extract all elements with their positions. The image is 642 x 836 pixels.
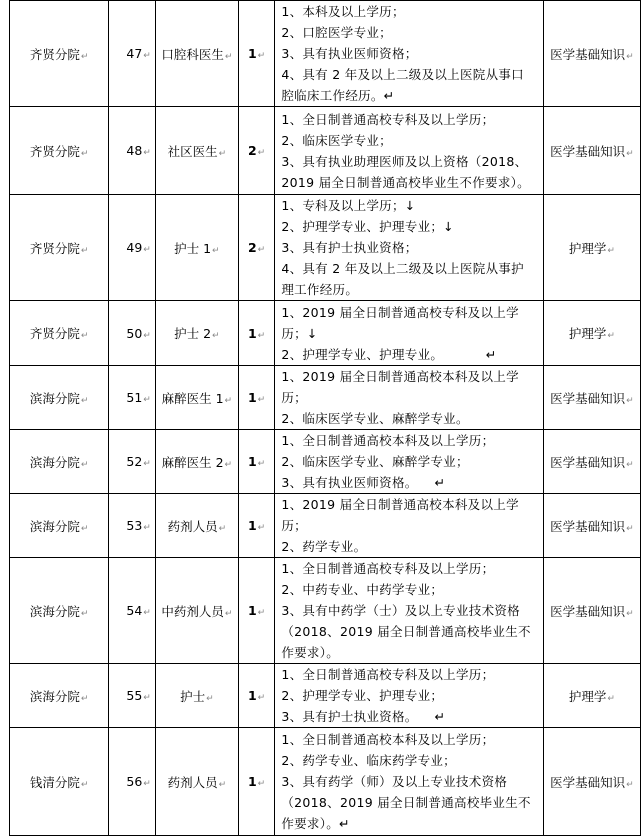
number-cell: 49 — [126, 240, 143, 255]
paragraph-mark-icon: ↵ — [626, 395, 634, 406]
number-cell: 52 — [126, 454, 143, 469]
paragraph-mark-icon: ↵ — [257, 245, 266, 255]
requirement-line: 历；↓ — [281, 325, 318, 341]
requirement-line: 3、具有护士执业资格。 ↵ — [281, 709, 446, 724]
requirement-line: 1、全日制普通高校专科及以上学历； — [281, 111, 495, 127]
subject-column — [543, 558, 640, 664]
requirement-line: 2、护理学专业、护理专业。 ↵ — [281, 346, 497, 362]
table-row — [10, 1, 641, 107]
count-column — [238, 1, 274, 107]
paragraph-mark-icon: ↵ — [143, 395, 151, 405]
subject-cell: 护理学 — [568, 240, 607, 256]
position-column — [155, 664, 238, 728]
paragraph-mark-icon: ↵ — [224, 395, 233, 406]
count-column — [238, 430, 274, 494]
position-column — [155, 301, 238, 366]
requirement-line: 1、全日制普通高校专科及以上学历； — [281, 667, 495, 682]
requirement-line: 2、口腔医学专业； — [281, 25, 392, 40]
requirements-column — [275, 728, 543, 836]
count-cell: 1 — [247, 518, 257, 533]
paragraph-mark-icon: ↵ — [206, 693, 214, 704]
paragraph-mark-icon: ↵ — [218, 523, 227, 534]
branch-column — [10, 301, 109, 366]
paragraph-mark-icon: ↵ — [626, 51, 634, 62]
requirements-column — [275, 558, 543, 664]
recruitment-table — [9, 0, 641, 836]
requirement-line: 3、具有药学（师）及以上专业技术资格 — [281, 774, 508, 789]
branch-cell: 齐贤分院 — [29, 326, 80, 341]
paragraph-mark-icon: ↵ — [607, 245, 615, 256]
subject-cell: 医学基础知识 — [550, 46, 626, 62]
position-column — [155, 195, 238, 301]
requirement-line: 历； — [281, 518, 307, 533]
requirements-column — [275, 1, 543, 107]
number-cell: 54 — [126, 603, 143, 618]
number-cell: 48 — [126, 143, 143, 158]
paragraph-mark-icon: ↵ — [224, 608, 233, 619]
branch-cell: 滨海分院 — [29, 390, 80, 406]
paragraph-mark-icon: ↵ — [143, 693, 151, 703]
requirement-line: 历； — [281, 390, 307, 405]
number-cell: 55 — [126, 688, 143, 703]
table-row — [10, 728, 641, 836]
count-cell: 1 — [247, 46, 257, 61]
paragraph-mark-icon: ↵ — [218, 779, 227, 790]
paragraph-mark-icon: ↵ — [218, 148, 227, 159]
requirement-line: 2、临床医学专业； — [281, 132, 392, 148]
count-column — [238, 366, 274, 430]
subject-cell: 护理学 — [568, 688, 607, 704]
paragraph-mark-icon: ↵ — [80, 693, 89, 704]
requirements-column — [275, 430, 543, 494]
paragraph-mark-icon: ↵ — [143, 523, 151, 533]
count-column — [238, 494, 274, 558]
count-cell: 1 — [247, 454, 257, 469]
number-cell: 53 — [126, 518, 143, 533]
requirement-line: 1、2019 届全日制普通高校本科及以上学 — [281, 369, 519, 384]
paragraph-mark-icon: ↵ — [257, 693, 266, 703]
position-cell: 社区医生 — [167, 143, 218, 159]
number-cell: 50 — [126, 325, 143, 341]
branch-column — [10, 494, 109, 558]
position-column — [155, 107, 238, 195]
branch-column — [10, 558, 109, 664]
paragraph-mark-icon: ↵ — [80, 523, 89, 534]
paragraph-mark-icon: ↵ — [80, 51, 89, 62]
table-row — [10, 107, 641, 195]
requirement-line: 3、具有执业助理医师及以上资格（2018、 — [281, 153, 528, 169]
paragraph-mark-icon: ↵ — [257, 395, 266, 405]
paragraph-mark-icon: ↵ — [143, 51, 151, 61]
paragraph-mark-icon: ↵ — [257, 779, 266, 789]
requirement-line: 4、具有 2 年及以上二级及以上医院从事口 — [281, 67, 524, 82]
position-cell: 麻醉医生 1 — [161, 390, 224, 406]
requirements-column — [275, 301, 543, 366]
paragraph-mark-icon: ↵ — [212, 245, 220, 256]
table-row — [10, 558, 641, 664]
number-column — [109, 366, 156, 430]
paragraph-mark-icon: ↵ — [80, 779, 89, 790]
count-cell: 2 — [247, 143, 257, 158]
position-column — [155, 494, 238, 558]
subject-column — [543, 494, 640, 558]
number-column — [109, 664, 156, 728]
branch-column — [10, 366, 109, 430]
position-column — [155, 1, 238, 107]
number-cell: 56 — [126, 774, 143, 789]
paragraph-mark-icon: ↵ — [257, 330, 266, 341]
count-cell: 2 — [247, 240, 257, 255]
position-cell: 护士 2 — [174, 326, 212, 341]
number-column — [109, 107, 156, 195]
table-body — [10, 1, 641, 836]
subject-column — [543, 301, 640, 366]
paragraph-mark-icon: ↵ — [80, 459, 89, 470]
position-cell: 护士 — [180, 688, 206, 704]
position-cell: 药剂人员 — [167, 518, 218, 534]
paragraph-mark-icon: ↵ — [626, 523, 634, 534]
requirement-line: 4、具有 2 年及以上二级及以上医院从事护 — [281, 261, 524, 276]
branch-column — [10, 664, 109, 728]
paragraph-mark-icon: ↵ — [143, 148, 151, 158]
requirement-line: 理工作经历。 — [281, 282, 359, 297]
paragraph-mark-icon: ↵ — [626, 608, 634, 619]
branch-cell: 滨海分院 — [29, 454, 80, 470]
requirement-line: 3、具有中药学（士）及以上专业技术资格 — [281, 603, 520, 618]
requirement-line: 作要求）。↵ — [281, 816, 350, 831]
count-column — [238, 728, 274, 836]
paragraph-mark-icon: ↵ — [224, 51, 233, 62]
paragraph-mark-icon: ↵ — [143, 245, 151, 255]
count-column — [238, 301, 274, 366]
position-column — [155, 430, 238, 494]
position-cell: 药剂人员 — [167, 774, 218, 790]
requirement-line: 腔临床工作经历。↵ — [281, 88, 395, 103]
requirement-line: 1、2019 届全日制普通高校本科及以上学 — [281, 497, 519, 512]
requirement-line: （2018、2019 届全日制普通高校毕业生不 — [281, 624, 531, 639]
subject-column — [543, 430, 640, 494]
paragraph-mark-icon: ↵ — [143, 779, 151, 789]
paragraph-mark-icon: ↵ — [257, 148, 266, 158]
count-cell: 1 — [247, 774, 257, 789]
number-column — [109, 430, 156, 494]
count-cell: 1 — [247, 688, 257, 703]
requirement-line: 2、药学专业、临床药学专业； — [281, 753, 456, 768]
paragraph-mark-icon: ↵ — [80, 148, 89, 159]
requirement-line: 3、具有执业医师资格。 ↵ — [281, 475, 446, 490]
requirement-line: 1、全日制普通高校本科及以上学历； — [281, 732, 495, 747]
position-cell: 口腔科医生 — [161, 46, 224, 62]
number-column — [109, 558, 156, 664]
requirements-column — [275, 195, 543, 301]
paragraph-mark-icon: ↵ — [607, 331, 615, 341]
number-cell: 51 — [126, 390, 143, 405]
paragraph-mark-icon: ↵ — [626, 779, 634, 790]
position-column — [155, 728, 238, 836]
branch-column — [10, 195, 109, 301]
requirement-line: 2、临床医学专业、麻醉学专业。 — [281, 411, 469, 426]
paragraph-mark-icon: ↵ — [626, 459, 634, 470]
paragraph-mark-icon: ↵ — [80, 395, 89, 406]
subject-cell: 医学基础知识 — [550, 774, 626, 790]
paragraph-mark-icon: ↵ — [143, 608, 151, 618]
paragraph-mark-icon: ↵ — [80, 245, 89, 256]
requirements-column — [275, 664, 543, 728]
branch-column — [10, 430, 109, 494]
subject-column — [543, 728, 640, 836]
position-cell: 中药剂人员 — [161, 603, 224, 619]
paragraph-mark-icon: ↵ — [257, 51, 266, 61]
requirement-line: 作要求）。 — [281, 645, 340, 660]
subject-cell: 医学基础知识 — [550, 390, 626, 406]
table-row — [10, 430, 641, 494]
paragraph-mark-icon: ↵ — [80, 608, 89, 619]
subject-cell: 医学基础知识 — [550, 603, 626, 619]
paragraph-mark-icon: ↵ — [80, 331, 89, 341]
branch-cell: 齐贤分院 — [29, 143, 80, 159]
paragraph-mark-icon: ↵ — [143, 330, 151, 341]
requirement-line: 2、药学专业。 — [281, 539, 367, 554]
count-cell: 1 — [247, 325, 257, 341]
subject-cell: 医学基础知识 — [550, 518, 626, 534]
branch-column — [10, 728, 109, 836]
requirement-line: （2018、2019 届全日制普通高校毕业生不 — [281, 795, 531, 810]
branch-cell: 齐贤分院 — [29, 46, 80, 62]
branch-column — [10, 107, 109, 195]
paragraph-mark-icon: ↵ — [626, 148, 634, 159]
number-column — [109, 728, 156, 836]
count-cell: 1 — [247, 390, 257, 405]
branch-cell: 钱清分院 — [29, 774, 80, 790]
requirement-line: 1、专科及以上学历；↓ — [281, 198, 416, 213]
table-row — [10, 664, 641, 728]
number-column — [109, 301, 156, 366]
table-row — [10, 366, 641, 430]
count-column — [238, 195, 274, 301]
requirement-line: 3、具有护士执业资格； — [281, 240, 418, 255]
paragraph-mark-icon: ↵ — [257, 523, 266, 533]
position-column — [155, 366, 238, 430]
requirement-line: 3、具有执业医师资格； — [281, 46, 418, 61]
position-column — [155, 558, 238, 664]
requirement-line: 1、本科及以上学历； — [281, 4, 405, 19]
subject-cell: 医学基础知识 — [550, 454, 626, 470]
position-cell: 麻醉医生 2 — [161, 454, 224, 470]
requirement-line: 1、2019 届全日制普通高校专科及以上学 — [281, 304, 519, 320]
subject-column — [543, 195, 640, 301]
subject-cell: 护理学 — [568, 326, 607, 341]
position-cell: 护士 1 — [174, 240, 212, 256]
count-column — [238, 664, 274, 728]
branch-cell: 滨海分院 — [29, 603, 80, 619]
requirement-line: 2019 届全日制普通高校毕业生不作要求）。 — [281, 174, 530, 190]
number-column — [109, 1, 156, 107]
paragraph-mark-icon: ↵ — [607, 693, 615, 704]
subject-column — [543, 664, 640, 728]
branch-cell: 滨海分院 — [29, 518, 80, 534]
requirement-line: 2、临床医学专业、麻醉学专业； — [281, 454, 469, 469]
count-cell: 1 — [247, 603, 257, 618]
paragraph-mark-icon: ↵ — [212, 331, 220, 341]
requirement-line: 1、全日制普通高校本科及以上学历； — [281, 433, 495, 448]
table-row — [10, 301, 641, 366]
subject-cell: 医学基础知识 — [550, 143, 626, 159]
number-column — [109, 195, 156, 301]
requirement-line: 2、护理学专业、护理专业； — [281, 688, 444, 703]
subject-column — [543, 1, 640, 107]
requirements-column — [275, 107, 543, 195]
subject-column — [543, 366, 640, 430]
table-row — [10, 195, 641, 301]
paragraph-mark-icon: ↵ — [257, 459, 266, 469]
count-column — [238, 558, 274, 664]
number-column — [109, 494, 156, 558]
number-cell: 47 — [126, 46, 143, 61]
count-column — [238, 107, 274, 195]
table-row — [10, 494, 641, 558]
requirements-column — [275, 494, 543, 558]
paragraph-mark-icon: ↵ — [257, 608, 266, 618]
subject-column — [543, 107, 640, 195]
branch-column — [10, 1, 109, 107]
paragraph-mark-icon: ↵ — [224, 459, 233, 470]
branch-cell: 滨海分院 — [29, 688, 80, 704]
requirement-line: 1、全日制普通高校专科及以上学历； — [281, 561, 495, 576]
requirement-line: 2、护理学专业、护理专业；↓ — [281, 219, 454, 234]
requirements-column — [275, 366, 543, 430]
branch-cell: 齐贤分院 — [29, 240, 80, 256]
paragraph-mark-icon: ↵ — [143, 459, 151, 469]
requirement-line: 2、中药专业、中药学专业； — [281, 582, 444, 597]
